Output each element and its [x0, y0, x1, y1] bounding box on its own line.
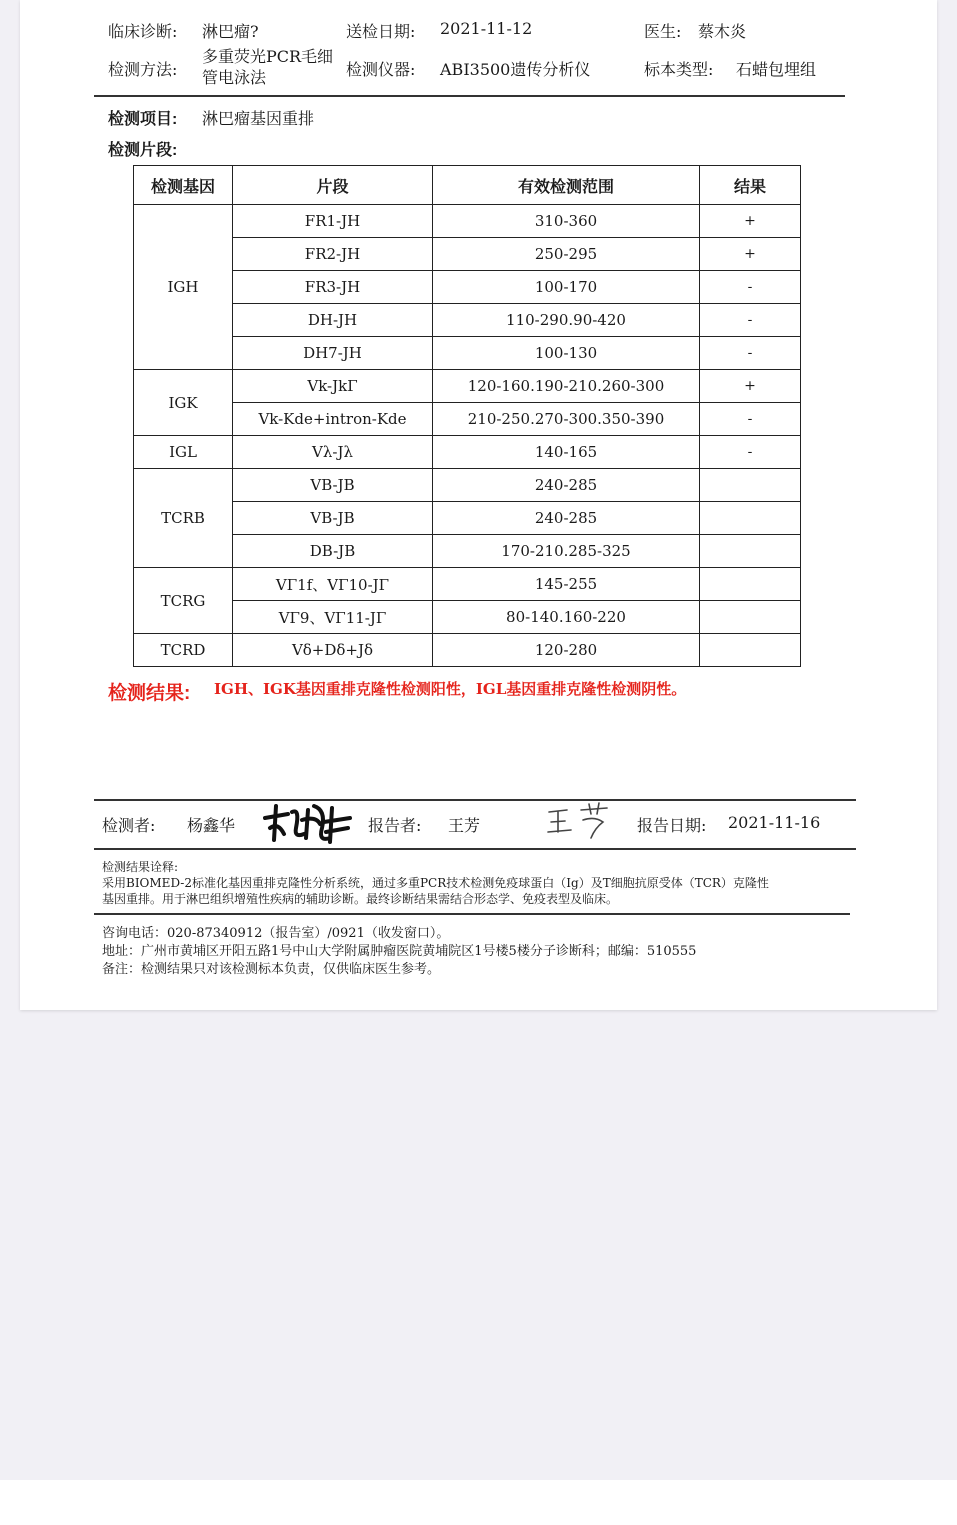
fragment-cell: FR3-JH [233, 271, 433, 304]
table-row [134, 502, 801, 535]
method-label: 检测方法: [108, 60, 178, 79]
fragment-cell: Vδ+Dδ+Jδ [233, 634, 433, 667]
report-date-value: 2021-11-16 [728, 813, 821, 832]
interpretation-title: 检测结果诠释: [102, 860, 179, 874]
result-cell: - [700, 403, 801, 436]
gene-cell: IGH [134, 205, 233, 370]
diagnosis-value: 淋巴瘤? [202, 22, 259, 41]
instrument-label: 检测仪器: [346, 60, 416, 79]
table-row [134, 304, 801, 337]
background-strip [0, 1480, 957, 1525]
notes-divider [94, 913, 850, 915]
result-cell: - [700, 337, 801, 370]
range-cell: 80-140.160-220 [433, 601, 700, 634]
result-cell: - [700, 271, 801, 304]
header-fragment: 片段 [233, 166, 433, 205]
table-row [134, 535, 801, 568]
submit-date-value: 2021-11-12 [440, 19, 533, 38]
range-cell: 140-165 [433, 436, 700, 469]
range-cell: 170-210.285-325 [433, 535, 700, 568]
fragment-cell: Vk-Kde+intron-Kde [233, 403, 433, 436]
range-cell: 100-130 [433, 337, 700, 370]
remark: 备注：检测结果只对该检测标本负责，仅供临床医生参考。 [102, 962, 441, 977]
report-date-label: 报告日期: [637, 816, 707, 835]
doctor-value: 蔡木炎 [698, 22, 747, 41]
fragment-cell: VB-JB [233, 502, 433, 535]
table-row [134, 469, 801, 502]
fragment-cell: Vλ-Jλ [233, 436, 433, 469]
table-row [134, 238, 801, 271]
result-cell [700, 568, 801, 601]
table-row [134, 634, 801, 667]
fragment-cell: DH-JH [233, 304, 433, 337]
test-item-value: 淋巴瘤基因重排 [202, 109, 315, 128]
fragment-cell: VΓ1f、VΓ10-JΓ [233, 568, 433, 601]
range-cell: 240-285 [433, 469, 700, 502]
doctor-label: 医生: [644, 22, 682, 41]
table-row [134, 205, 801, 238]
result-text: IGH、IGK基因重排克隆性检测阳性，IGL基因重排克隆性检测阴性。 [214, 680, 687, 698]
range-cell: 145-255 [433, 568, 700, 601]
diagnosis-label: 临床诊断: [108, 22, 178, 41]
fragments-label: 检测片段: [108, 142, 178, 159]
fragment-cell: FR2-JH [233, 238, 433, 271]
range-cell: 120-280 [433, 634, 700, 667]
result-cell [700, 634, 801, 667]
instrument-value: ABI3500遗传分析仪 [440, 60, 591, 79]
range-cell: 100-170 [433, 271, 700, 304]
specimen-label: 标本类型: [644, 60, 714, 79]
fragment-cell: DB-JB [233, 535, 433, 568]
result-cell: + [700, 238, 801, 271]
table-row [134, 370, 801, 403]
table-row [134, 271, 801, 304]
report-page [20, 0, 937, 1010]
tester-label: 检测者: [102, 816, 156, 835]
header-range: 有效检测范围 [433, 166, 700, 205]
result-cell: - [700, 304, 801, 337]
result-cell: - [700, 436, 801, 469]
range-cell: 250-295 [433, 238, 700, 271]
fragment-cell: VΓ9、VΓ11-JΓ [233, 601, 433, 634]
table-row [134, 337, 801, 370]
reporter-signature [545, 800, 610, 840]
test-item-label: 检测项目: [108, 111, 178, 128]
interpretation-line2: 基因重排。用于淋巴组织增殖性疾病的辅助诊断。最终诊断结果需结合形态学、免疫表型及临床。 [102, 892, 619, 906]
table-row [134, 568, 801, 601]
result-cell [700, 535, 801, 568]
tester-signature [260, 798, 355, 848]
method-value-line1: 多重荧光PCR毛细 [202, 47, 334, 66]
reporter-name: 王芳 [448, 816, 481, 835]
result-cell: + [700, 370, 801, 403]
table-row [134, 601, 801, 634]
result-cell [700, 469, 801, 502]
contact-address: 地址：广州市黄埔区开阳五路1号中山大学附属肿瘤医院黄埔院区1号楼5楼分子诊断科；邮编：510555 [102, 944, 697, 959]
gene-cell: IGK [134, 370, 233, 436]
gene-cell: TCRG [134, 568, 233, 634]
header-gene: 检测基因 [134, 166, 233, 205]
range-cell: 240-285 [433, 502, 700, 535]
contact-phone: 咨询电话：020-87340912（报告室）/0921（收发窗口）。 [102, 926, 450, 941]
fragment-cell: VB-JB [233, 469, 433, 502]
specimen-value: 石蜡包埋组 [736, 60, 817, 79]
result-cell [700, 502, 801, 535]
gene-rearrangement-table [133, 165, 801, 667]
submit-date-label: 送检日期: [346, 22, 416, 41]
result-cell: + [700, 205, 801, 238]
result-cell [700, 601, 801, 634]
range-cell: 310-360 [433, 205, 700, 238]
result-label: 检测结果: [108, 683, 191, 704]
fragment-cell: FR1-JH [233, 205, 433, 238]
gene-cell: TCRB [134, 469, 233, 568]
range-cell: 110-290.90-420 [433, 304, 700, 337]
header-divider [94, 95, 845, 97]
signature-bottom-divider [94, 848, 856, 850]
table-header-row [134, 166, 801, 205]
gene-cell: IGL [134, 436, 233, 469]
range-cell: 120-160.190-210.260-300 [433, 370, 700, 403]
gene-cell: TCRD [134, 634, 233, 667]
method-value-line2: 管电泳法 [202, 68, 267, 87]
tester-name: 杨鑫华 [187, 816, 236, 835]
fragment-cell: Vk-JkΓ [233, 370, 433, 403]
signature-top-divider [94, 799, 856, 801]
table-row [134, 436, 801, 469]
header-result: 结果 [700, 166, 801, 205]
interpretation-line1: 采用BIOMED-2标准化基因重排克隆性分析系统，通过多重PCR技术检测免疫球蛋白（Ig）及T细胞抗原受体（TCR）克隆性 [102, 876, 769, 890]
range-cell: 210-250.270-300.350-390 [433, 403, 700, 436]
reporter-label: 报告者: [368, 816, 422, 835]
fragment-cell: DH7-JH [233, 337, 433, 370]
table-row [134, 403, 801, 436]
